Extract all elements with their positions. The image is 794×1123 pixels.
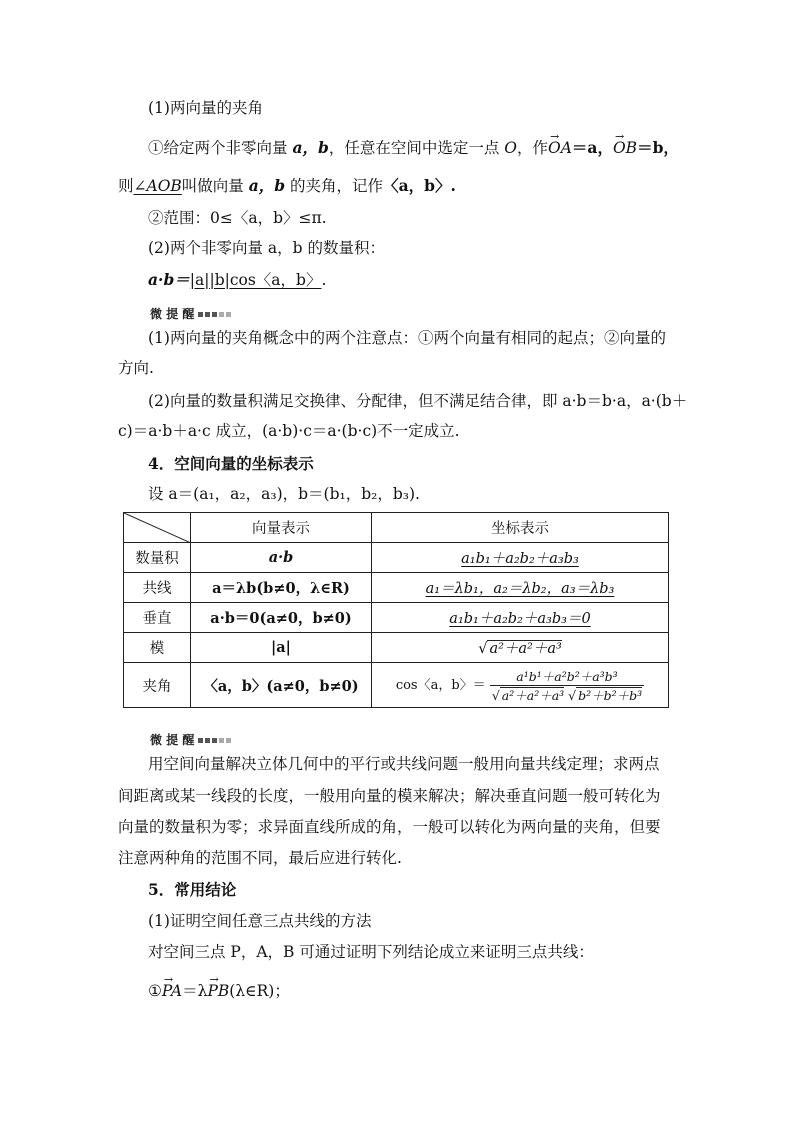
table-header-row (124, 513, 669, 543)
row-coordinate: a₁b₁＋a₂b₂＋a₃b₃＝0 (372, 603, 669, 633)
section-heading-dot-product: (2)两个非零向量 a，b 的数量积： (148, 239, 385, 257)
point-o: O (504, 139, 517, 157)
row-vector: 〈a，b〉(a≠0，b≠0) (191, 663, 372, 708)
row-vector: a＝λb(b≠0，λ∈R) (191, 573, 372, 603)
row-coordinate (372, 663, 669, 708)
angle-notation: 〈a，b〉. (383, 176, 456, 195)
section-heading-coordinates: 4．空间向量的坐标表示 (148, 454, 314, 473)
table-row (124, 573, 669, 603)
tip2-line2: 间距离或某一线段的长度，一般用向量的模来解决；解决垂直问题一般可转化为 (118, 787, 661, 805)
tip-dots (198, 733, 233, 747)
fraction-denominator: √ a²＋a²＋a³ √ b²＋b²＋b³ (491, 687, 643, 703)
angle-range: ②范围：0≤〈a，b〉≤π. (148, 209, 327, 227)
row-label: 垂直 (124, 603, 191, 633)
fraction-numerator: a¹b¹＋a²b²＋a³b³ (490, 667, 644, 686)
section-heading-angle: (1)两向量的夹角 (148, 99, 263, 117)
row-label: 模 (124, 633, 191, 663)
table-row (124, 543, 669, 573)
tip2-line4: 注意两种角的范围不同，最后应进行转化. (118, 849, 402, 867)
vector-ob: → OB (613, 138, 637, 158)
section-heading-conclusions: 5．常用结论 (148, 880, 237, 899)
tip2-line3: 向量的数量积为零；求异面直线所成的角，一般可以转化为两向量的夹角，但要 (118, 818, 661, 836)
text: ，作 (516, 139, 548, 157)
vector-pb: → PB (207, 981, 229, 1001)
collinear-condition (148, 981, 290, 1001)
row-coordinate (372, 633, 669, 663)
row-coordinate: a₁＝λb₁，a₂＝λb₂，a₃＝λb₃ (372, 573, 669, 603)
text: ＝a， (571, 138, 613, 157)
text: (λ∈R)； (229, 982, 290, 1000)
paragraph-angle-definition (148, 138, 679, 158)
angle-aob: ∠AOB (133, 177, 182, 195)
row-vector: a·b＝0(a≠0，b≠0) (191, 603, 372, 633)
tip-label (150, 731, 233, 748)
text: a·b＝ (148, 270, 190, 289)
text: ＝b， (637, 138, 679, 157)
dot-product-formula (148, 270, 326, 290)
tip-label-text: 微 提 醒 (150, 307, 195, 321)
row-label: 数量积 (124, 543, 191, 573)
coordinates-intro: 设 a＝(a₁，a₂，a₃)，b＝(b₁，b₂，b₃). (148, 485, 420, 503)
row-vector: |a| (191, 633, 372, 663)
table-row (124, 603, 669, 633)
vector-pa: → PA (162, 981, 182, 1001)
row-label: 夹角 (124, 663, 191, 708)
tip1-line1: (1)两向量的夹角概念中的两个注意点：①两个向量有相同的起点；②向量的 (148, 329, 666, 347)
vectors-ab: a，b (248, 176, 286, 195)
table-row (124, 663, 669, 708)
conclusion-intro: 对空间三点 P，A，B 可通过证明下列结论成立来证明三点共线： (148, 943, 594, 961)
diagonal-line-icon (124, 513, 191, 543)
tip-label-text: 微 提 醒 (150, 733, 195, 747)
tip1-line4: c)＝a·b＋a·c 成立，(a·b)·c＝a·(b·c)不一定成立. (118, 422, 460, 440)
sqrt-content: a²＋a²＋a³ (501, 687, 565, 703)
text: ＝λ (182, 982, 208, 1000)
tip-label (150, 305, 233, 322)
table-corner-cell (124, 513, 191, 543)
table-header-vector: 向量表示 (191, 513, 372, 543)
text: 则 (118, 177, 134, 195)
sqrt-sign: √ (478, 641, 488, 657)
vector-oa: → OA (548, 138, 572, 158)
sqrt-content: a²＋a²＋a³ (489, 641, 562, 657)
text: ①给定两个非零向量 (148, 139, 293, 157)
row-coordinate: a₁b₁＋a₂b₂＋a₃b₃ (372, 543, 669, 573)
table-row (124, 633, 669, 663)
coordinate-table (123, 512, 669, 708)
sqrt-content: b²＋b²＋b³ (578, 687, 643, 703)
text: . (321, 271, 327, 289)
vectors-ab: a，b (292, 138, 329, 157)
row-label: 共线 (124, 573, 191, 603)
paragraph-angle-notation (118, 176, 456, 196)
text: 的夹角，记作 (285, 177, 384, 195)
conclusion-subheading: (1)证明空间任意三点共线的方法 (148, 912, 372, 930)
text: ，任意在空间中选定一点 (328, 139, 505, 157)
tip1-line3: (2)向量的数量积满足交换律、分配律，但不满足结合律，即 a·b＝b·a，a·(b＋ (148, 392, 688, 410)
cos-fraction (490, 667, 644, 704)
text: ① (148, 982, 162, 1000)
cos-prefix: cos〈a，b〉＝ (395, 677, 486, 693)
row-vector: a·b (191, 543, 372, 573)
tip1-line2: 方向. (118, 359, 154, 377)
text: 叫做向量 (181, 177, 249, 195)
tip2-line1: 用空间向量解决立体几何中的平行或共线问题一般用向量共线定理；求两点 (148, 755, 660, 773)
formula-answer: |a||b|cos〈a，b〉 (189, 271, 322, 289)
table-header-coordinate: 坐标表示 (372, 513, 669, 543)
tip-dots (198, 307, 233, 321)
